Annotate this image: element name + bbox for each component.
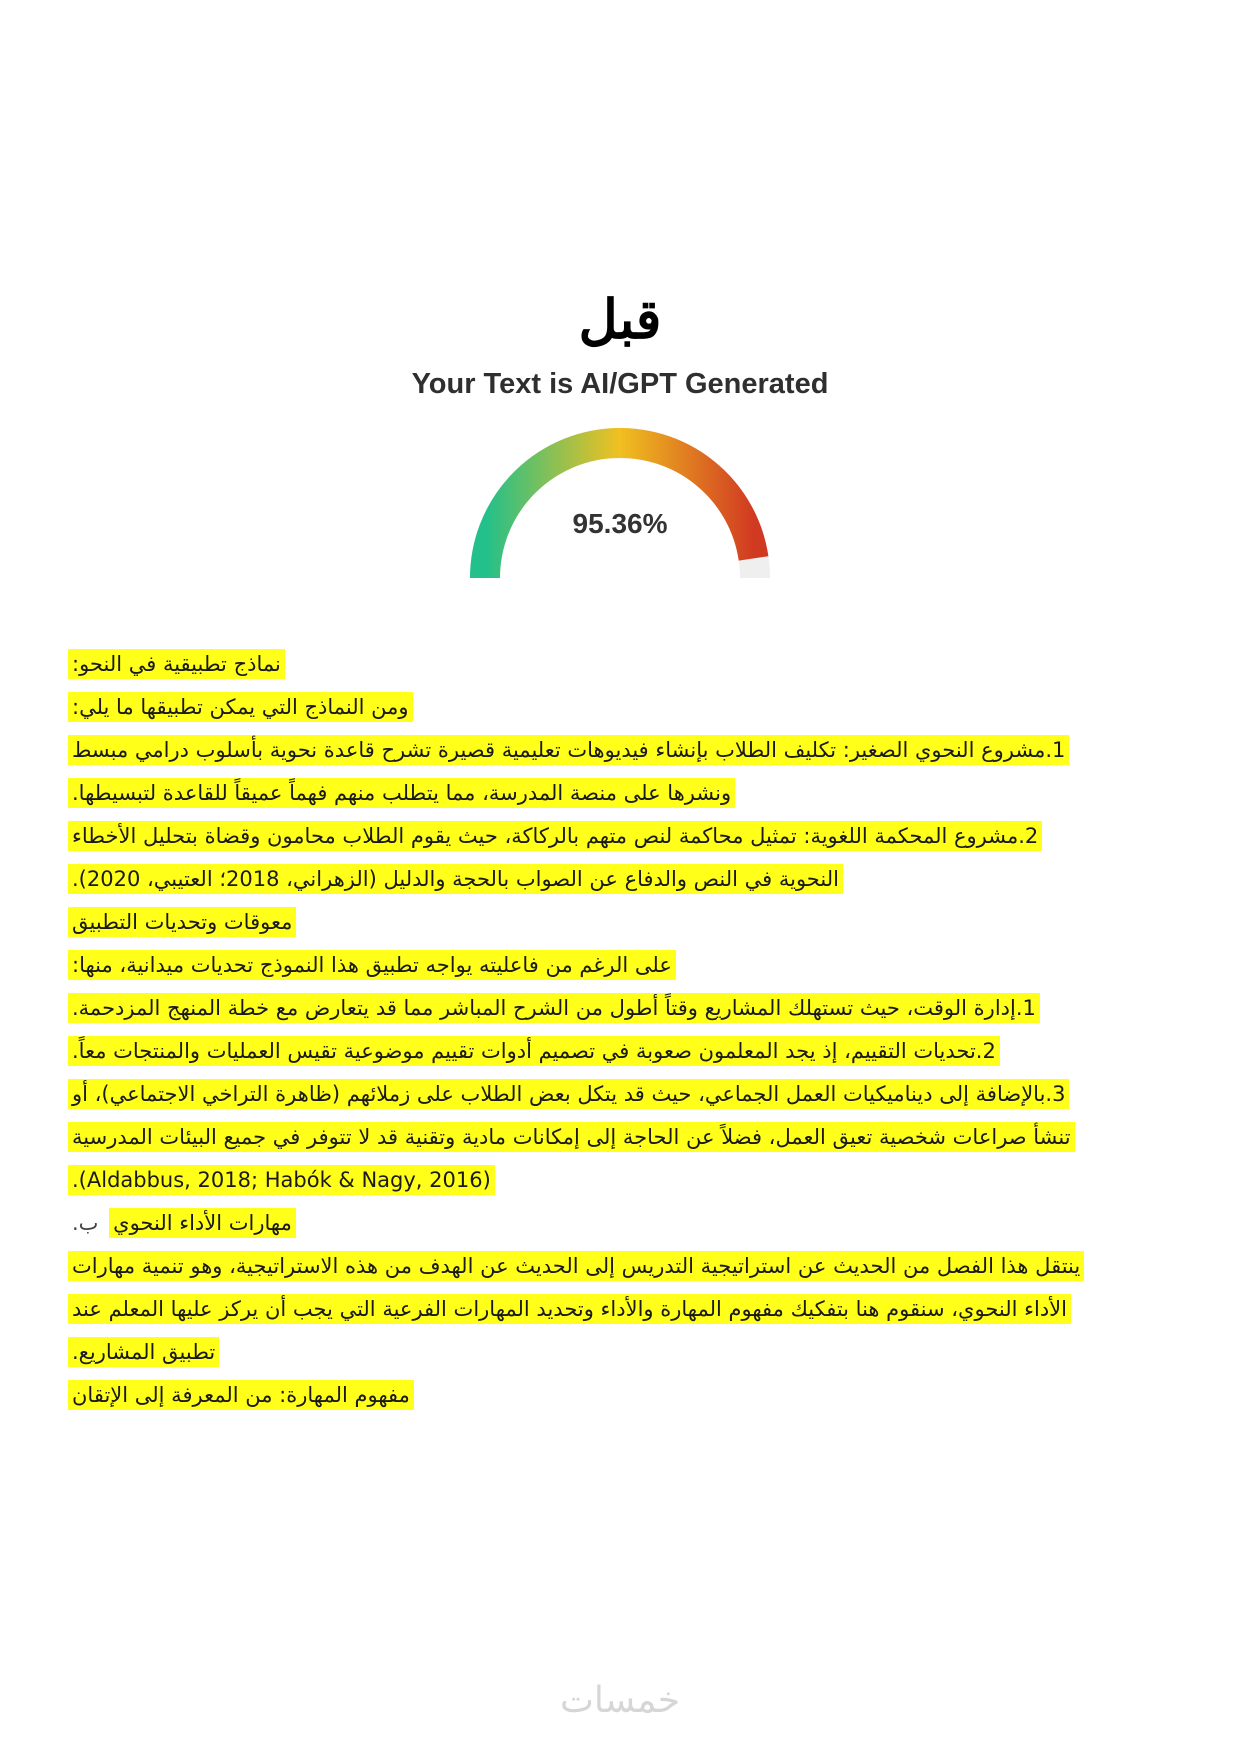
detector-result-text: Your Text is AI/GPT Generated	[411, 368, 829, 400]
citation-line: (Aldabbus, 2018; Habók & Nagy, 2016).	[68, 1159, 1180, 1202]
paragraph-line: الأداء النحوي، سنقوم هنا بتفكيك مفهوم المهارة والأداء وتحديد المهارات الفرعية التي يجب أن يركز عليها المعلم عند	[68, 1288, 1180, 1331]
section-b-title: مهارات الأداء النحوي	[109, 1208, 296, 1238]
text-line: تنشأ صراعات شخصية تعيق العمل، فضلاً عن الحاجة إلى إمكانات مادية وتقنية قد لا تتوفر في جميع البيئات المدرسية	[68, 1116, 1180, 1159]
section-heading: معوقات وتحديات التطبيق	[68, 901, 1180, 944]
gauge-score-value: 95.36%	[572, 508, 668, 539]
paragraph-line: تطبيق المشاريع.	[68, 1331, 1180, 1374]
list-item: 1.إدارة الوقت، حيث تستهلك المشاريع وقتاً أطول من الشرح المباشر مما قد يتعارض مع خطة المنهج المزدحمة.	[68, 987, 1180, 1030]
list-item: 2.تحديات التقييم، إذ يجد المعلمون صعوبة في تصميم أدوات تقييم موضوعية تقيس العمليات والمنتجات معاً.	[68, 1030, 1180, 1073]
page-heading: قبل	[578, 287, 662, 351]
paragraph-line: ينتقل هذا الفصل من الحديث عن استراتيجية التدريس إلى الحديث عن الهدف من هذه الاستراتيجية، وهو تنمية مهارات	[68, 1245, 1180, 1288]
highlighted-document-text	[68, 643, 1180, 1417]
subsection-heading: مفهوم المهارة: من المعرفة إلى الإتقان	[68, 1374, 1180, 1417]
text-line: ومن النماذج التي يمكن تطبيقها ما يلي:	[68, 686, 1180, 729]
text-line: 2.مشروع المحكمة اللغوية: تمثيل محاكمة لنص متهم بالركاكة، حيث يقوم الطلاب محامون وقضاة بتحليل الأخطاء	[68, 815, 1180, 858]
text-line: نماذج تطبيقية في النحو:	[68, 643, 1180, 686]
text-line: النحوية في النص والدفاع عن الصواب بالحجة والدليل (الزهراني، 2018؛ العتيبي، 2020).	[68, 858, 1180, 901]
text-line: على الرغم من فاعليته يواجه تطبيق هذا النموذج تحديات ميدانية، منها:	[68, 944, 1180, 987]
text-line: 1.مشروع النحوي الصغير: تكليف الطلاب بإنشاء فيديوهات تعليمية قصيرة تشرح قاعدة نحوية بأسلوب درامي مبسط	[68, 729, 1180, 772]
text-line: ونشرها على منصة المدرسة، مما يتطلب منهم فهماً عميقاً للقاعدة لتبسيطها.	[68, 772, 1180, 815]
watermark-logo: خمسات	[559, 1680, 681, 1721]
list-item: 3.بالإضافة إلى ديناميكيات العمل الجماعي، حيث قد يتكل بعض الطلاب على زملائهم (ظاهرة التراخي الاجتماعي)، أو	[68, 1073, 1180, 1116]
section-b-prefix: ب.	[72, 1211, 99, 1235]
section-b-heading	[68, 1202, 1180, 1245]
